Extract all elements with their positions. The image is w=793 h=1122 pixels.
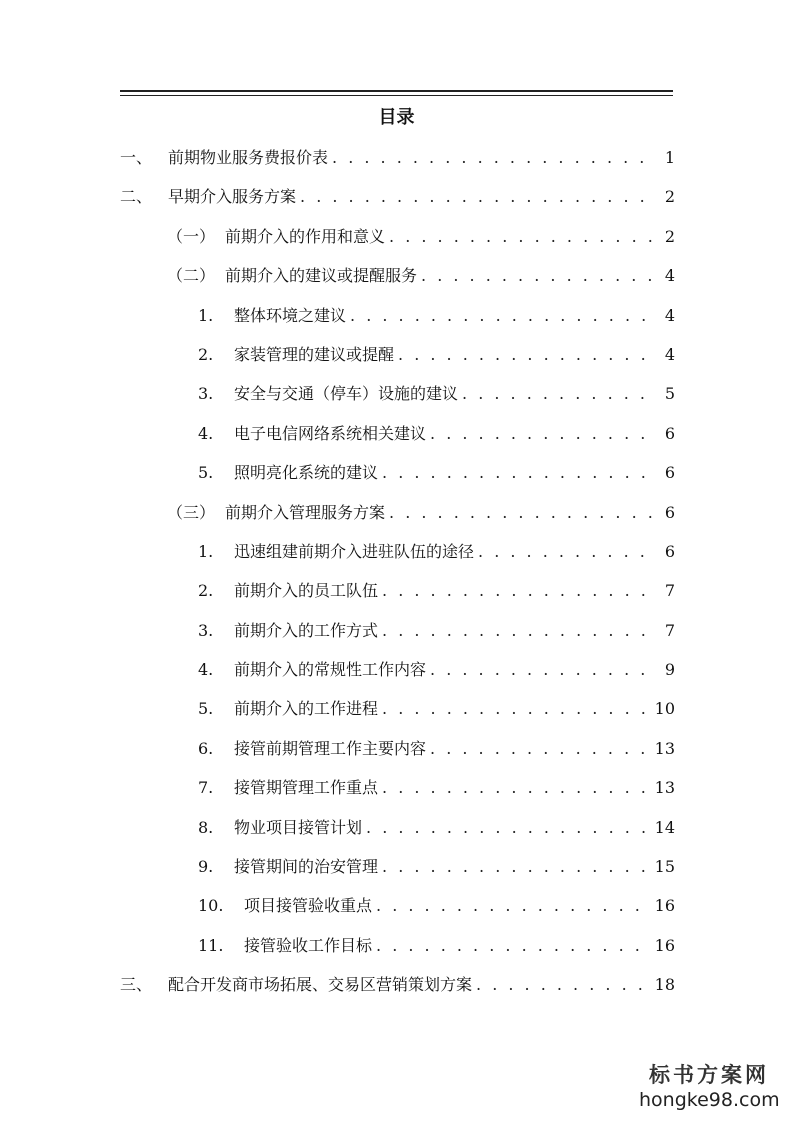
toc-entry-page: 1	[664, 148, 675, 167]
toc-entry-label: 前期介入管理服务方案	[225, 502, 386, 522]
toc-entry[interactable]	[120, 493, 675, 532]
toc-entry-number: 2.	[198, 581, 214, 601]
toc-entry-label: 项目接管验收重点	[244, 896, 373, 916]
toc-entry[interactable]	[120, 847, 675, 886]
toc-entry-label: 物业项目接管计划	[234, 817, 363, 837]
dot-leader	[382, 689, 651, 728]
toc-entry-label: 前期介入的员工队伍	[234, 581, 379, 601]
watermark-domain: hongke98.com	[639, 1089, 780, 1111]
toc-entry-number: 7.	[198, 778, 214, 798]
toc-entry-number: 1.	[198, 305, 214, 325]
toc-entry-page: 6	[664, 541, 675, 561]
toc-entry-label: 家装管理的建议或提醒	[234, 344, 395, 364]
toc-entry-number: 2.	[198, 344, 214, 364]
toc-entry-page: 13	[654, 778, 675, 798]
toc-entry-label: 前期物业服务费报价表	[168, 148, 329, 167]
dot-leader	[366, 808, 651, 847]
dot-leader	[398, 335, 655, 374]
toc-entry-page: 6	[664, 463, 675, 483]
dot-leader	[476, 965, 651, 1004]
toc-entry-number: 8.	[198, 817, 214, 837]
toc-entry-number: 1.	[198, 541, 214, 561]
toc-entry-page: 16	[654, 896, 675, 916]
dot-leader	[430, 414, 655, 453]
table-of-contents	[120, 138, 675, 1005]
toc-entry[interactable]	[120, 414, 675, 453]
toc-entry[interactable]	[120, 926, 675, 965]
toc-entry-number: 10.	[198, 896, 224, 916]
toc-entry-label: 前期介入的作用和意义	[225, 226, 386, 246]
toc-entry-number: 5.	[198, 699, 214, 719]
dot-leader	[382, 611, 655, 650]
dot-leader	[462, 374, 655, 413]
toc-entry-label: 迅速组建前期介入进驻队伍的途径	[234, 541, 475, 561]
toc-entry[interactable]	[120, 965, 675, 1004]
toc-entry-page: 10	[654, 699, 675, 719]
toc-entry-number: 5.	[198, 463, 214, 483]
dot-leader	[382, 453, 655, 492]
toc-entry-label: 配合开发商市场拓展、交易区营销策划方案	[168, 975, 473, 995]
dot-leader	[389, 493, 655, 532]
toc-entry-page: 13	[654, 738, 675, 758]
toc-entry[interactable]	[120, 453, 675, 492]
toc-entry-number: （三）	[167, 502, 216, 522]
toc-entry[interactable]	[120, 650, 675, 689]
toc-entry[interactable]	[120, 296, 675, 335]
toc-entry[interactable]	[120, 256, 675, 295]
toc-entry-number: 9.	[198, 857, 214, 877]
toc-entry-label: 前期介入的常规性工作内容	[234, 660, 427, 680]
toc-entry-label: 接管期管理工作重点	[234, 778, 379, 798]
toc-entry-number: 三、	[120, 975, 153, 995]
toc-entry-label: 接管前期管理工作主要内容	[234, 738, 427, 758]
toc-entry-label: 整体环境之建议	[234, 305, 347, 325]
toc-entry-number: （一）	[167, 226, 216, 246]
dot-leader	[430, 729, 651, 768]
toc-entry-page: 16	[654, 935, 675, 955]
toc-entry[interactable]	[120, 138, 675, 177]
toc-entry-page: 4	[664, 344, 675, 364]
dot-leader	[332, 138, 655, 177]
toc-entry-number: 3.	[198, 620, 214, 640]
dot-leader	[430, 650, 655, 689]
toc-entry[interactable]	[120, 689, 675, 728]
header-rule-thin	[120, 95, 673, 96]
toc-entry-page: 6	[664, 423, 675, 443]
dot-leader	[300, 177, 655, 216]
dot-leader	[382, 768, 651, 807]
toc-title: 目录	[378, 107, 415, 128]
toc-entry[interactable]	[120, 335, 675, 374]
toc-entry-page: 9	[664, 660, 675, 680]
toc-entry[interactable]	[120, 886, 675, 925]
header-rule-thick	[120, 90, 673, 92]
toc-entry-page: 2	[664, 187, 675, 207]
toc-entry-page: 7	[664, 581, 675, 601]
toc-entry-label: 安全与交通（停车）设施的建议	[234, 384, 459, 404]
toc-entry-page: 14	[654, 817, 675, 837]
toc-entry-page: 18	[654, 975, 675, 995]
toc-entry-number: 6.	[198, 738, 214, 758]
dot-leader	[421, 256, 655, 295]
toc-entry-label: 前期介入的工作进程	[234, 699, 379, 719]
dot-leader	[389, 217, 655, 256]
toc-entry-number: 4.	[198, 423, 214, 443]
toc-entry[interactable]	[120, 217, 675, 256]
toc-entry-number: 4.	[198, 660, 214, 680]
toc-entry-page: 4	[664, 305, 675, 325]
site-watermark	[639, 1062, 779, 1112]
dot-leader	[376, 886, 651, 925]
dot-leader	[376, 926, 651, 965]
toc-entry-page: 2	[664, 226, 675, 246]
toc-entry-label: 前期介入的工作方式	[234, 620, 379, 640]
toc-entry-number: 一、	[120, 148, 153, 167]
dot-leader	[478, 532, 655, 571]
dot-leader	[382, 571, 655, 610]
toc-entry-label: 接管期间的治安管理	[234, 857, 379, 877]
toc-entry-page: 5	[664, 384, 675, 404]
toc-entry-number: （二）	[167, 266, 216, 286]
toc-entry-page: 7	[664, 620, 675, 640]
toc-entry-label: 电子电信网络系统相关建议	[234, 423, 427, 443]
toc-entry-page: 4	[664, 266, 675, 286]
dot-leader	[350, 296, 655, 335]
toc-entry[interactable]	[120, 177, 675, 216]
toc-entry-page: 15	[654, 857, 675, 877]
toc-entry[interactable]	[120, 571, 675, 610]
toc-entry[interactable]	[120, 808, 675, 847]
toc-entry[interactable]	[120, 729, 675, 768]
toc-entry[interactable]	[120, 374, 675, 413]
toc-entry-label: 照明亮化系统的建议	[234, 463, 379, 483]
dot-leader	[382, 847, 651, 886]
toc-entry[interactable]	[120, 768, 675, 807]
toc-entry[interactable]	[120, 532, 675, 571]
toc-entry[interactable]	[120, 611, 675, 650]
toc-entry-number: 3.	[198, 384, 214, 404]
toc-entry-label: 早期介入服务方案	[168, 187, 297, 207]
toc-entry-page: 6	[664, 502, 675, 522]
toc-entry-label: 接管验收工作目标	[244, 935, 373, 955]
toc-entry-number: 二、	[120, 187, 153, 207]
toc-entry-label: 前期介入的建议或提醒服务	[225, 266, 418, 286]
toc-entry-number: 11.	[198, 935, 224, 955]
watermark-chinese: 标书方案网	[649, 1062, 769, 1087]
